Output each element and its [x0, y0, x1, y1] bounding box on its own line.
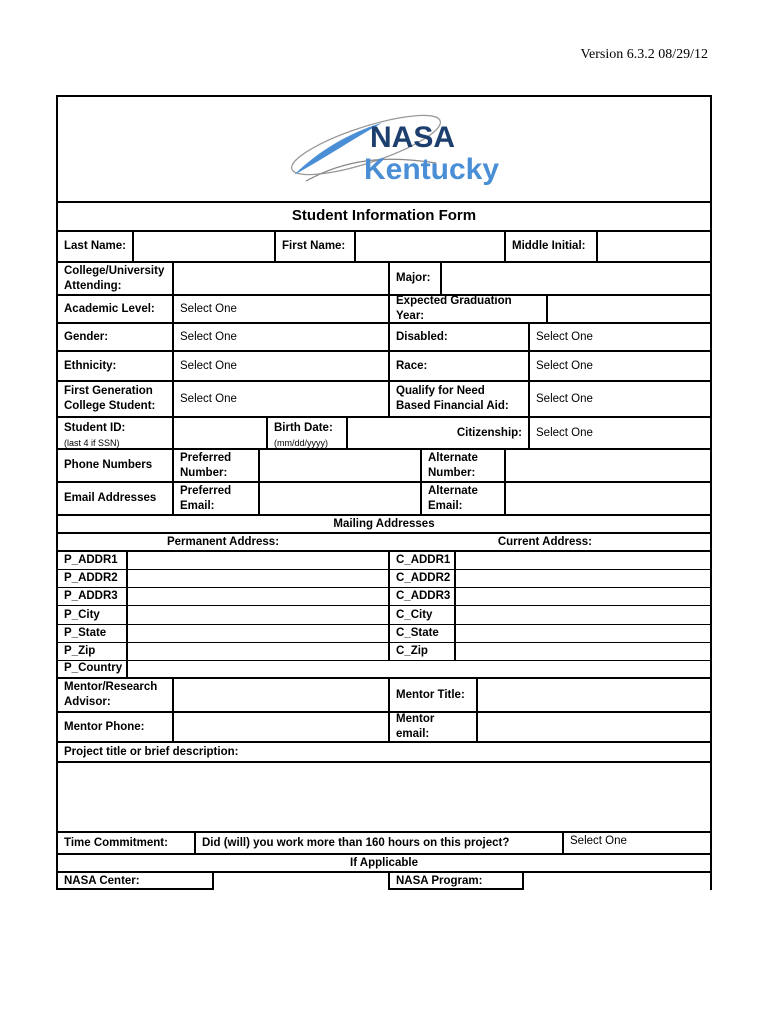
name-row — [58, 232, 710, 263]
current-address-input[interactable] — [454, 625, 710, 642]
mentor-email-label: Mentor email: — [388, 713, 476, 741]
academic-level-label: Academic Level: — [64, 302, 155, 315]
last-name-input[interactable] — [132, 232, 274, 261]
phone-numbers-label: Phone Numbers — [64, 459, 153, 471]
birth-date-label: Birth Date: — [274, 422, 333, 434]
major-input[interactable] — [440, 263, 710, 294]
disabled-select[interactable]: Select One — [528, 324, 710, 350]
hours-select[interactable]: Select One — [562, 833, 710, 853]
logo-nasa-text: NASA — [370, 121, 456, 154]
student-information-form — [56, 95, 712, 890]
expected-graduation-label: Expected Graduation Year: — [388, 296, 546, 322]
gender-select[interactable]: Select One — [172, 324, 388, 350]
college-label: College/University Attending: — [64, 264, 165, 292]
nasa-program-label: NASA Program: — [388, 873, 522, 890]
email-row — [58, 483, 710, 516]
last-name-label: Last Name: — [64, 240, 126, 252]
first-generation-row — [58, 382, 710, 418]
student-id-label-cell — [58, 418, 172, 448]
current-address-input[interactable] — [454, 552, 710, 569]
permanent-address-input[interactable] — [126, 588, 388, 605]
alternate-email-input[interactable] — [504, 483, 710, 514]
middle-initial-input[interactable] — [596, 232, 710, 261]
address-headers-row — [58, 534, 710, 552]
address-row — [58, 606, 710, 624]
address-row — [58, 661, 710, 679]
first-generation-label: First Generation College Student: — [64, 385, 156, 412]
mailing-addresses-row — [58, 516, 710, 534]
gender-label: Gender: — [64, 330, 109, 343]
permanent-address-input[interactable] — [126, 625, 388, 642]
current-address-field-label: C_Zip — [388, 643, 454, 660]
address-row — [58, 552, 710, 570]
first-name-label: First Name: — [274, 232, 354, 261]
academic-level-row — [58, 296, 710, 324]
time-commitment-row — [58, 833, 710, 855]
project-title-row — [58, 743, 710, 763]
preferred-email-input[interactable] — [258, 483, 420, 514]
permanent-address-input[interactable] — [126, 643, 388, 660]
preferred-email-label: Preferred Email: — [172, 483, 258, 514]
permanent-address-field-label: P_State — [64, 626, 107, 639]
disabled-label: Disabled: — [388, 324, 528, 350]
need-based-aid-select[interactable]: Select One — [528, 382, 710, 416]
permanent-address-input[interactable] — [126, 661, 388, 677]
if-applicable-header: If Applicable — [350, 856, 418, 869]
title-row — [58, 201, 710, 232]
address-row — [58, 588, 710, 606]
birth-date-hint: (mm/dd/yyyy) — [274, 438, 328, 448]
student-id-label: Student ID: — [64, 422, 126, 434]
current-address-field-label: C_ADDR2 — [388, 570, 454, 587]
birth-date-input[interactable] — [346, 418, 448, 448]
first-generation-select[interactable]: Select One — [172, 382, 388, 416]
preferred-number-input[interactable] — [258, 450, 420, 481]
nasa-kentucky-logo — [286, 103, 506, 193]
middle-initial-label: Middle Initial: — [504, 232, 596, 261]
mentor-title-label: Mentor Title: — [388, 679, 476, 711]
mentor-row — [58, 679, 710, 713]
expected-graduation-input[interactable] — [546, 296, 710, 322]
major-label: Major: — [388, 263, 440, 294]
student-id-input[interactable] — [172, 418, 266, 448]
logo-area — [58, 97, 710, 203]
address-row — [58, 625, 710, 643]
alternate-email-label: Alternate Email: — [420, 483, 504, 514]
student-id-hint: (last 4 if SSN) — [64, 438, 120, 448]
permanent-address-input[interactable] — [126, 552, 388, 569]
current-address-field-label: C_State — [388, 625, 454, 642]
ethnicity-label: Ethnicity: — [64, 359, 117, 372]
project-description-input[interactable] — [58, 763, 710, 833]
first-name-input[interactable] — [354, 232, 504, 261]
mentor-title-input[interactable] — [476, 679, 710, 711]
address-row — [58, 570, 710, 588]
permanent-address-input[interactable] — [126, 606, 388, 623]
phone-row — [58, 450, 710, 483]
race-label: Race: — [388, 352, 528, 380]
current-address-field-label: C_ADDR3 — [388, 588, 454, 605]
citizenship-label: Citizenship: — [456, 426, 522, 439]
permanent-address-field-label: P_City — [64, 608, 100, 621]
current-address-input[interactable] — [454, 570, 710, 587]
permanent-address-field-label: P_ADDR1 — [64, 554, 118, 567]
current-address-field-label: C_ADDR1 — [388, 552, 454, 569]
mailing-addresses-header: Mailing Addresses — [333, 517, 435, 530]
if-applicable-row — [58, 855, 710, 873]
permanent-address-field-label: P_ADDR2 — [64, 572, 118, 585]
permanent-address-field-label: P_ADDR3 — [64, 590, 118, 603]
citizenship-select[interactable]: Select One — [528, 418, 710, 448]
mentor-email-input[interactable] — [476, 713, 710, 741]
version-label: Version 6.3.2 08/29/12 — [580, 47, 708, 62]
college-row — [58, 263, 710, 296]
student-id-row — [58, 418, 710, 450]
current-address-input[interactable] — [454, 606, 710, 623]
mentor-phone-input[interactable] — [172, 713, 388, 741]
current-address-input[interactable] — [454, 643, 710, 660]
address-row — [58, 643, 710, 661]
need-based-aid-label: Qualify for Need Based Financial Aid: — [388, 382, 528, 416]
hours-question-label: Did (will) you work more than 160 hours on this project? — [194, 833, 562, 853]
mentor-advisor-label: Mentor/Research Advisor: — [64, 681, 158, 708]
nasa-center-input[interactable] — [212, 873, 388, 890]
permanent-address-header: Permanent Address: — [166, 535, 280, 548]
mentor-phone-label: Mentor Phone: — [64, 720, 145, 733]
gender-row — [58, 324, 710, 352]
nasa-center-row — [58, 873, 710, 890]
ethnicity-row — [58, 352, 710, 382]
mentor-advisor-input[interactable] — [172, 679, 388, 711]
race-select[interactable]: Select One — [528, 352, 710, 380]
nasa-program-input[interactable] — [522, 873, 710, 890]
logo-kentucky-text: Kentucky — [364, 153, 500, 186]
nasa-center-label: NASA Center: — [64, 875, 140, 887]
preferred-number-label: Preferred Number: — [172, 450, 258, 481]
mentor-phone-row — [58, 713, 710, 743]
birth-date-label-cell — [266, 418, 346, 448]
permanent-address-input[interactable] — [126, 570, 388, 587]
time-commitment-label: Time Commitment: — [64, 836, 168, 849]
current-address-header: Current Address: — [497, 535, 592, 548]
email-addresses-label: Email Addresses — [64, 492, 157, 504]
current-address-input[interactable] — [454, 588, 710, 605]
academic-level-select[interactable]: Select One — [172, 296, 388, 322]
permanent-address-field-label: P_Zip — [64, 644, 96, 657]
alternate-number-label: Alternate Number: — [420, 450, 504, 481]
ethnicity-select[interactable]: Select One — [172, 352, 388, 380]
permanent-address-field-label: P_Country — [64, 662, 123, 675]
college-input[interactable] — [172, 263, 388, 294]
project-title-label: Project title or brief description: — [64, 745, 239, 758]
form-title: Student Information Form — [291, 207, 477, 224]
alternate-number-input[interactable] — [504, 450, 710, 481]
current-address-field-label: C_City — [388, 606, 454, 623]
